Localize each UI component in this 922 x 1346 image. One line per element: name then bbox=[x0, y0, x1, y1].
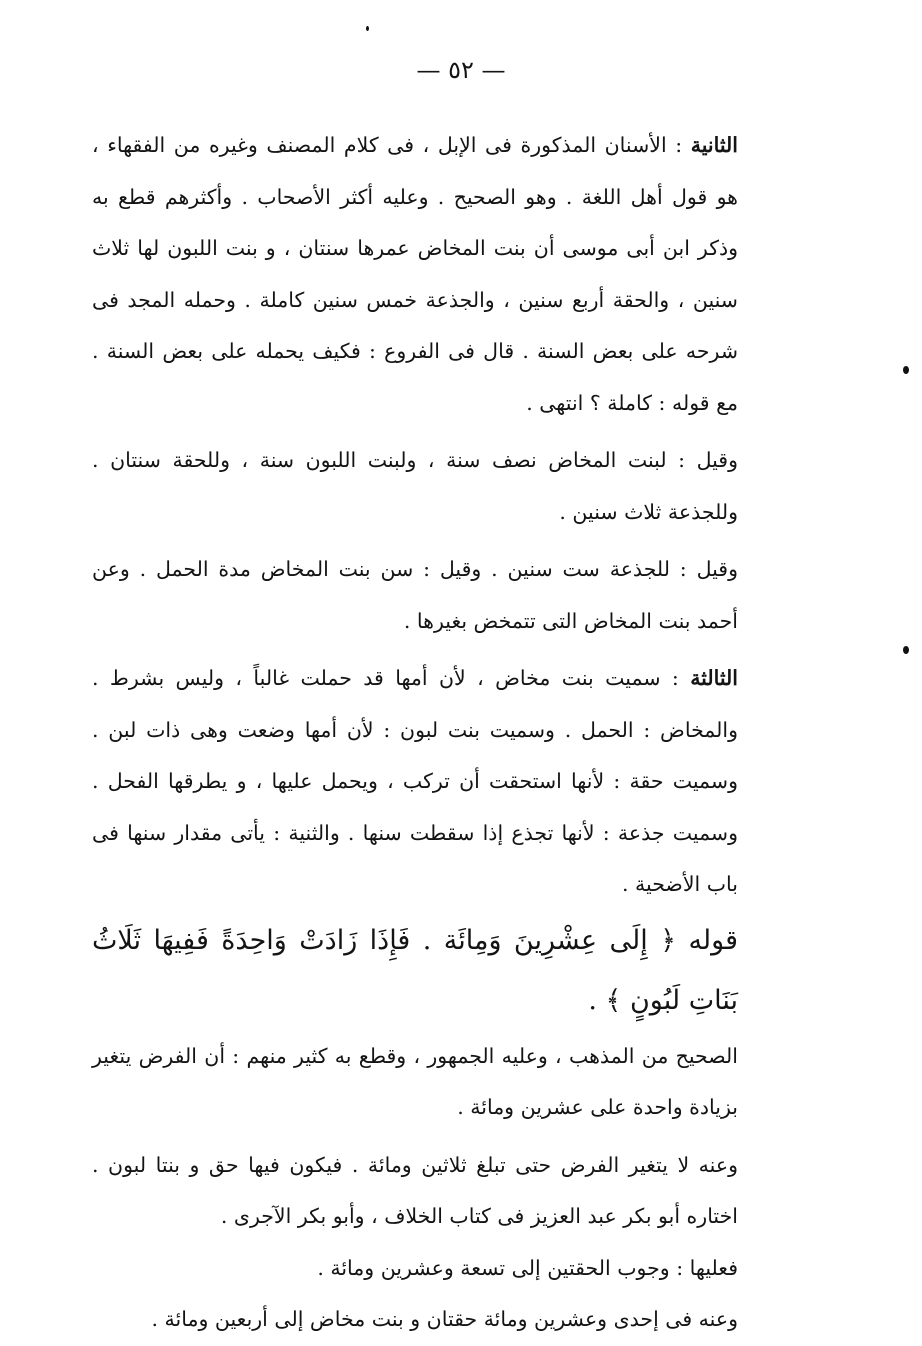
paragraph-label: الثانية bbox=[690, 133, 738, 157]
paragraph-third-note bbox=[92, 653, 738, 911]
paragraph-second-note bbox=[92, 120, 738, 429]
page-text bbox=[92, 120, 738, 1346]
page-number: — ٥٢ — bbox=[416, 56, 506, 84]
scan-mark bbox=[366, 26, 369, 31]
quoted-text: قوله ﴿ إِلَى عِشْرِينَ وَمِائَة . فَإِذَا زَادَتْ وَاحِدَةً فَفِيهَا ثَلَاثُ بَنَاتِ لَبُونٍ ﴾ . bbox=[92, 924, 738, 1016]
paragraph: وعنه لا يتغير الفرض حتى تبلغ ثلاثين ومائة . فيكون فيها حق و بنتا لبون . اختاره أبو بكر عبد العزيز فى كتاب الخلاف ، وأبو بكر الآجرى . bbox=[92, 1152, 738, 1228]
paragraph: فعليها : وجوب الحقتين إلى تسعة وعشرين ومائة . bbox=[317, 1255, 738, 1280]
scan-mark bbox=[903, 646, 909, 654]
paragraph: وقيل : لبنت المخاض نصف سنة ، ولبنت اللبون سنة ، وللحقة سنتان . وللجذعة ثلاث سنين . bbox=[92, 448, 738, 524]
paragraph-text: : الأسنان المذكورة فى الإبل ، فى كلام المصنف وغيره من الفقهاء ، هو قول أهل اللغة . وهو الصحيح . وعليه أكثر الأصحاب . وأكثرهم قطع به وذكر ابن أبى موسى أن بنت المخاض عمرها سنتان ، و بنت اللبون لها ثلاث سنين ، والحقة أربع سنين ، والجذعة خمس سنين كاملة . وحمله المجد فى شرحه على بعض السنة . قال فى الفروع : فكيف يحمله على بعض السنة . مع قوله : كاملة ؟ انتهى . bbox=[92, 133, 738, 415]
paragraph-label: الثالثة bbox=[690, 666, 738, 690]
paragraph: وعنه فى إحدى وعشرين ومائة حقتان و بنت مخاض إلى أربعين ومائة . bbox=[151, 1307, 738, 1331]
scan-mark bbox=[903, 366, 909, 374]
paragraph-text: : سميت بنت مخاض ، لأن أمها قد حملت غالباً ، وليس بشرط . والمخاض : الحمل . وسميت بنت لبون : لأن أمها وضعت وهى ذات لبن . وسميت حقة : لأنها استحقت أن تركب ، ويحمل عليها ، و يطرقها الفحل . وسميت جذعة : لأنها تجذع إذا سقطت سنها . والثنية : يأتى مقدار سنها فى باب الأضحية . bbox=[92, 666, 738, 896]
paragraph: وقيل : للجذعة ست سنين . وقيل : سن بنت المخاض مدة الحمل . وعن أحمد بنت المخاض التى تتمخض بغيرها . bbox=[92, 557, 738, 633]
paragraph: الصحيح من المذهب ، وعليه الجمهور ، وقطع به كثير منهم : أن الفرض يتغير بزيادة واحدة على عشرين ومائة . bbox=[92, 1043, 738, 1119]
